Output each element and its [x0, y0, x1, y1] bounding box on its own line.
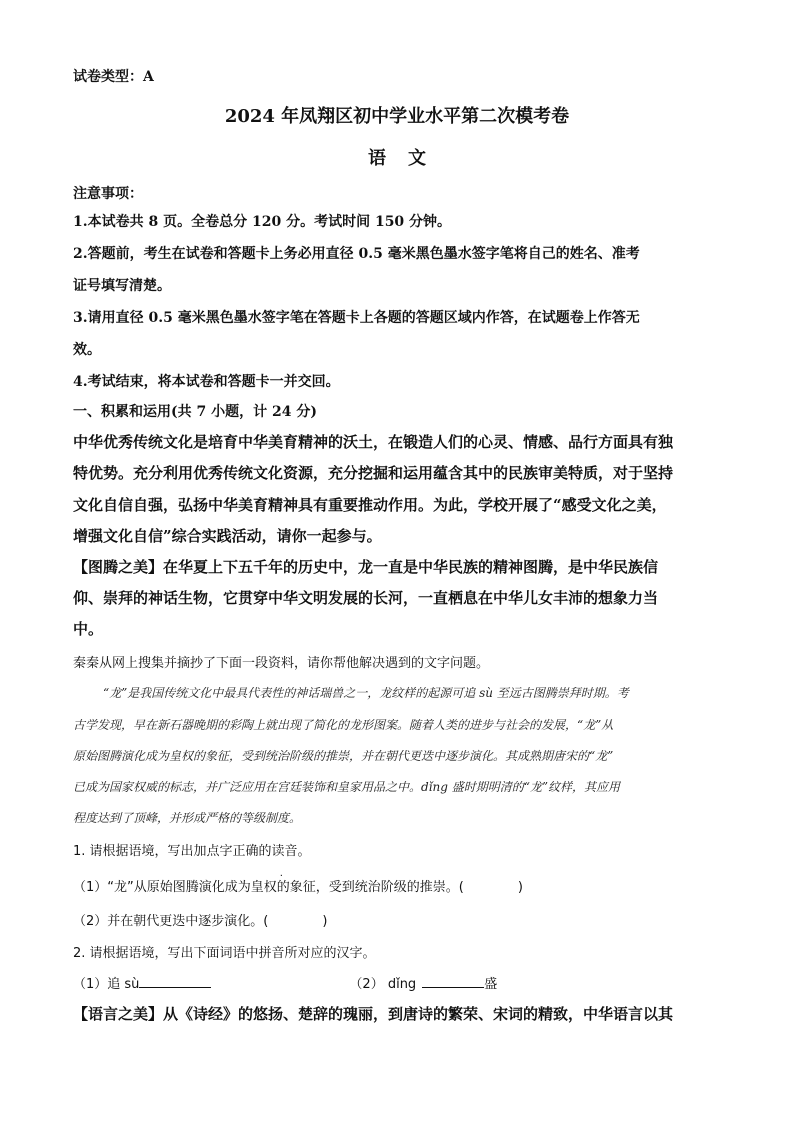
- q1-1-text: （1）“龙”从原始图腾演化成为皇权: [73, 880, 277, 895]
- intro-line: 中华优秀传统文化是培育中华美育精神的沃土，在锻造人们的心灵、情感、品行方面具有独: [73, 433, 674, 451]
- question-1-stem: 1. 请根据语境，写出加点字正确的读音。: [73, 844, 311, 859]
- notice-item: 4.考试结束，将本试卷和答题卡一并交回。: [73, 374, 340, 390]
- question-1-1: [73, 871, 721, 895]
- intro-line: 增强文化自信”综合实践活动，请你一起参与。: [73, 527, 382, 545]
- notice-item: 1.本试卷共 8 页。全卷总分 120 分。考试时间 150 分钟。: [73, 214, 452, 230]
- subject-title: 语文: [368, 148, 448, 169]
- totem-line: 【图腾之美】在华夏上下五千年的历史中，龙一直是中华民族的精神图腾，是中华民族信: [73, 558, 659, 576]
- q1-2-close: ): [322, 914, 328, 929]
- q2-1-label: （1）追 sù: [73, 977, 140, 992]
- question-2-answers: [73, 973, 721, 992]
- intro-line: 特优势。充分利用优秀传统文化资源，充分挖掘和运用蕴含其中的民族审美特质，对于坚持: [73, 464, 674, 482]
- notice-item: 效。: [73, 342, 101, 358]
- quote-line: 已成为国家权威的标志，并广泛应用在宫廷装饰和皇家用品之中。dǐng 盛时期明清的“龙”纹样，其应用: [73, 780, 621, 794]
- intro-line: 文化自信自强，弘扬中华美育精神具有重要推动作用。为此，学校开展了“感受文化之美，: [73, 496, 667, 514]
- notice-item: 3.请用直径 0.5 毫米黑色墨水签字笔在答题卡上各题的答题区域内作答，在试题卷上作答无: [73, 310, 640, 326]
- dotted-char-text: 的: [276, 880, 290, 895]
- totem-line: 仰、崇拜的神话生物，它贯穿中华文明发展的长河，一直栖息在中华儿女丰沛的想象力当: [73, 589, 659, 607]
- question-1-2: [73, 910, 721, 929]
- question-2-stem: 2. 请根据语境，写出下面词语中拼音所对应的汉字。: [73, 946, 376, 961]
- q1-2-text: （2）并在朝代更迭中逐步演化。(: [73, 914, 269, 929]
- q1-1-text-tail: 象征，受到统治阶级的推崇。(: [289, 880, 464, 895]
- quote-line: 程度达到了顶峰，并形成严格的等级制度。: [73, 811, 302, 825]
- language-line: 【语言之美】从《诗经》的悠扬、楚辞的瑰丽，到唐诗的繁荣、宋词的精致，中华语言以其: [73, 1005, 674, 1023]
- dotted-char: [276, 871, 290, 895]
- section-heading: 一、积累和运用(共 7 小题，计 24 分): [73, 404, 317, 420]
- exam-title: 2024 年凤翔区初中学业水平第二次模考卷: [224, 106, 570, 127]
- answer-blank[interactable]: [139, 973, 211, 988]
- notice-item: 证号填写清楚。: [73, 278, 171, 294]
- q1-1-close: ): [517, 880, 523, 895]
- answer-blank[interactable]: [422, 973, 484, 988]
- quote-line: “龙”是我国传统文化中最具代表性的神话瑞兽之一，龙纹样的起源可追 sù 至远古图腾崇拜时期。考: [103, 686, 629, 700]
- notice-heading: 注意事项：: [73, 186, 143, 202]
- paper-type: 试卷类型：A: [73, 69, 154, 85]
- notice-item: 2.答题前，考生在试卷和答题卡上务必用直径 0.5 毫米黑色墨水签字笔将自己的姓名、准考: [73, 246, 640, 262]
- q2-2-tail: 盛: [484, 977, 498, 992]
- totem-line: 中。: [73, 620, 104, 638]
- quote-line: 原始图腾演化成为皇权的象征，受到统治阶级的推崇，并在朝代更迭中逐步演化。其成熟期唐宋的“龙”: [73, 749, 614, 763]
- task-intro: 秦秦从网上搜集并摘抄了下面一段资料，请你帮他解决遇到的文字问题。: [73, 656, 490, 671]
- quote-line: 古学发现，早在新石器晚期的彩陶上就出现了简化的龙形图案。随着人类的进步与社会的发展，“龙”从: [73, 718, 614, 732]
- q2-2-label: （2） dǐng: [349, 977, 417, 992]
- emphasis-dot-icon: ·: [279, 871, 283, 882]
